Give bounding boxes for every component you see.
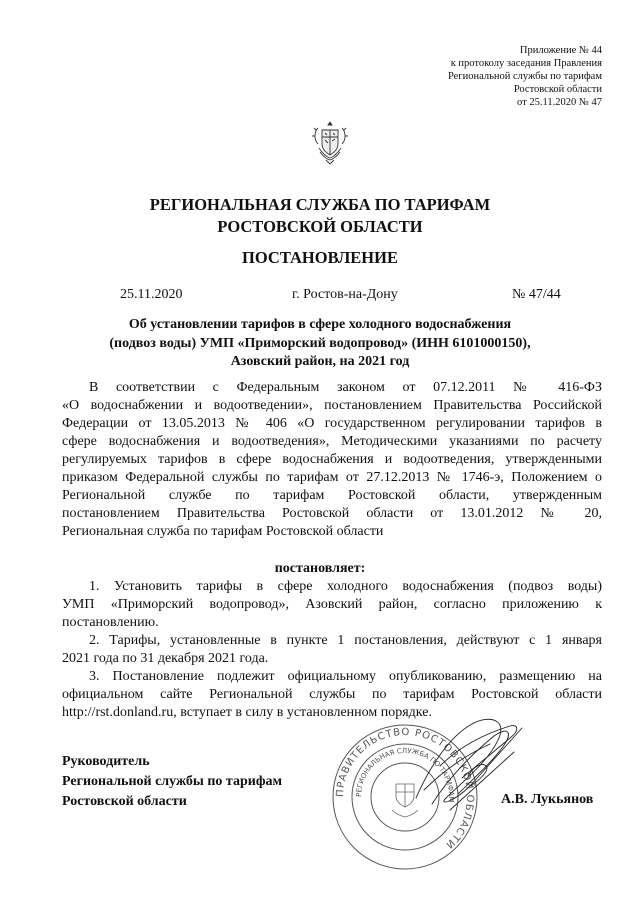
document-type: ПОСТАНОВЛЕНИЕ xyxy=(242,248,398,267)
item-1-paragraph xyxy=(62,578,602,632)
text-line: 2. Тарифы, установленные в пункте 1 постановления, действуют с 1 января xyxy=(89,633,602,648)
text-line: 3. Постановление подлежит официальному опубликованию, размещению на xyxy=(89,669,602,684)
position-line: Ростовской области xyxy=(62,794,187,809)
subject-line: Азовский район, на 2021 год xyxy=(230,354,410,369)
text-line: 2021 года по 31 декабря 2021 года. xyxy=(62,651,269,666)
text-line: регулируемых тарифов в сфере водоснабжения и водоотведения, утвержденными xyxy=(62,452,602,467)
stamp-outer-text: ПРАВИТЕЛЬСТВО РОСТОВСКОЙ ОБЛАСТИ xyxy=(334,726,476,851)
appendix-line: от 25.11.2020 № 47 xyxy=(517,97,602,108)
document-subject xyxy=(0,316,640,372)
organization-line: РЕГИОНАЛЬНАЯ СЛУЖБА ПО ТАРИФАМ xyxy=(149,195,491,214)
item-2-paragraph xyxy=(62,632,602,668)
text-line: Федерации от 13.05.2013 № 406 «О государственном регулировании тарифов в xyxy=(62,416,602,431)
signatory-name: А.В. Лукьянов xyxy=(501,792,594,807)
appendix-line: к протоколу заседания Правления xyxy=(450,58,602,69)
appendix-line: Региональной службы по тарифам xyxy=(447,71,602,82)
text-line: Региональной службе по тарифам Ростовской области, утвержденным xyxy=(62,488,602,503)
text-line: официальном сайте Региональной службы по тарифам Ростовской области xyxy=(62,687,602,702)
text-line: постановлением Правительства Ростовской области от 13.01.2012 № 20, xyxy=(62,506,602,521)
coat-of-arms-icon xyxy=(312,118,348,166)
document-number: № 47/44 xyxy=(512,287,561,302)
text-line: УМП «Приморский водопровод», Азовский район, согласно приложению к xyxy=(62,597,602,612)
organization-line: РОСТОВСКОЙ ОБЛАСТИ xyxy=(217,217,423,236)
stamp-inner-text: РЕГИОНАЛЬНАЯ СЛУЖБА ПО ТАРИФАМ xyxy=(354,746,456,803)
document-date: 25.11.2020 xyxy=(120,287,183,302)
text-line: сфере водоснабжения и водоотведения», Методическими указаниями по расчету xyxy=(62,434,602,449)
appendix-note xyxy=(448,44,602,109)
text-line: Региональная служба по тарифам Ростовской области xyxy=(62,524,384,539)
preamble-paragraph xyxy=(62,379,602,541)
text-line: приказом Федеральной службы по тарифам от 27.12.2013 № 1746-э, Положением о xyxy=(62,470,602,485)
text-line: 1. Установить тарифы в сфере холодного водоснабжения (подвоз воды) xyxy=(89,579,602,594)
appendix-line: Приложение № 44 xyxy=(519,45,602,56)
text-line: постановлению. xyxy=(62,615,159,630)
text-line: http://rst.donland.ru, вступает в силу в установленном порядке. xyxy=(62,705,432,720)
position-line: Региональной службы по тарифам xyxy=(62,774,283,789)
text-line: В соответствии с Федеральным законом от 07.12.2011 № 416-ФЗ xyxy=(89,380,602,395)
subject-line: (подвоз воды) УМП «Приморский водопровод» (ИНН 6101000150), xyxy=(109,335,531,351)
subject-line: Об установлении тарифов в сфере холодного водоснабжения xyxy=(128,317,512,332)
organization-name xyxy=(0,194,640,238)
resolves-heading: постановляет: xyxy=(274,561,366,576)
text-line: «О водоснабжении и водоотведении», постановлением Правительства Российской xyxy=(62,398,602,413)
appendix-line: Ростовской области xyxy=(513,84,602,95)
signatory-position xyxy=(62,752,282,812)
document-city: г. Ростов-на-Дону xyxy=(292,287,398,302)
position-line: Руководитель xyxy=(62,754,150,769)
